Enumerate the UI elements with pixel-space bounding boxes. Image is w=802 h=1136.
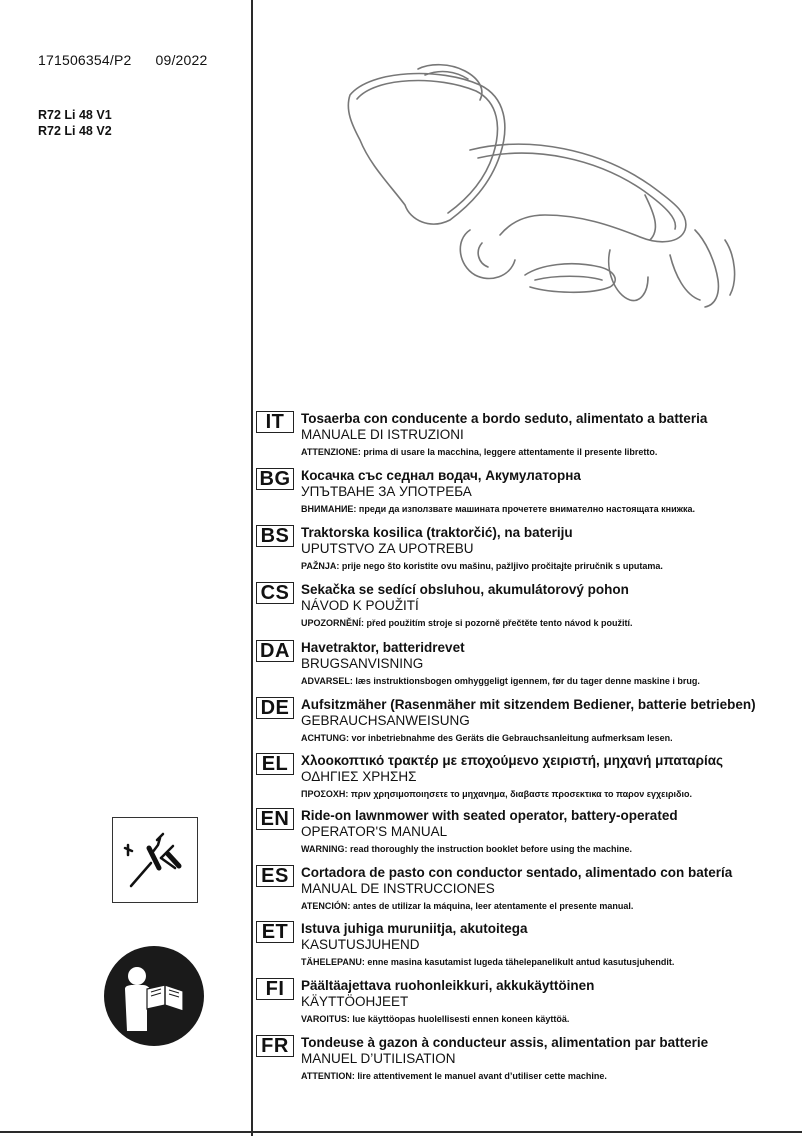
language-code: BG — [256, 468, 294, 490]
battery-polarity-icon — [112, 817, 198, 903]
language-code: CS — [256, 582, 294, 604]
language-code: BS — [256, 525, 294, 547]
language-title: Aufsitzmäher (Rasenmäher mit sitzendem Bediener, batterie betrieben) — [301, 697, 756, 712]
language-subtitle: УПЪТВАНЕ ЗА УПОТРЕБА — [301, 484, 472, 499]
language-warning: UPOZORNĚNÍ: před použitím stroje si pozorně přečtěte tento návod k použití. — [301, 618, 633, 628]
language-title: Päältäajettava ruohonleikkuri, akkukäyttöinen — [301, 978, 595, 993]
language-warning: VAROITUS: lue käyttöopas huolellisesti ennen koneen käyttöä. — [301, 1014, 570, 1024]
battery-icon — [113, 818, 197, 902]
language-subtitle: UPUTSTVO ZA UPOTREBU — [301, 541, 474, 556]
language-title: Havetraktor, batteridrevet — [301, 640, 465, 655]
page-divider-bottom — [0, 1131, 802, 1133]
language-code: EN — [256, 808, 294, 830]
language-title: Χλοοκοπτικό τρακτέρ με εποχούμενο χειριστή, μηχανή μπαταρίας — [301, 753, 724, 768]
language-subtitle: GEBRAUCHSANWEISUNG — [301, 713, 470, 728]
language-code: IT — [256, 411, 294, 433]
document-meta — [38, 52, 208, 68]
model-name: R72 Li 48 V2 — [38, 124, 112, 138]
language-title: Tondeuse à gazon à conducteur assis, alimentation par batterie — [301, 1035, 709, 1050]
language-code: DE — [256, 697, 294, 719]
language-warning: PAŽNJA: prije nego što koristite ovu mašinu, pažljivo pročitajte priručnik s uputama. — [301, 561, 663, 571]
language-title: Sekačka se sedící obsluhou, akumulátorový pohon — [301, 582, 629, 597]
document-date: 09/2022 — [155, 52, 208, 68]
language-warning: ATENCIÓN: antes de utilizar la máquina, leer atentamente el presente manual. — [301, 901, 634, 911]
language-title: Traktorska kosilica (traktorčić), na bateriju — [301, 525, 573, 540]
document-code: 171506354/P2 — [38, 52, 132, 68]
language-warning: ΠΡΟΣΟΧΗ: πριν χρησιμοποιησετε το μηχανημα, διαβαστε προσεκτικα το παρον εγχειριδιο. — [301, 789, 692, 799]
ride-on-mower-illustration — [330, 55, 760, 315]
language-code: FI — [256, 978, 294, 1000]
language-subtitle: ΟΔΗΓΙΕΣ ΧΡΗΣΗΣ — [301, 769, 417, 784]
read-manual-icon — [103, 945, 205, 1047]
language-warning: WARNING: read thoroughly the instruction booklet before using the machine. — [301, 844, 633, 854]
language-warning: ATTENTION: lire attentivement le manuel avant d’utiliser cette machine. — [301, 1071, 607, 1081]
language-code: FR — [256, 1035, 294, 1057]
model-list — [38, 107, 112, 139]
model-name: R72 Li 48 V1 — [38, 108, 112, 122]
language-subtitle: MANUALE DI ISTRUZIONI — [301, 427, 464, 442]
language-subtitle: KÄYTTÖOHJEET — [301, 994, 409, 1009]
language-subtitle: OPERATOR'S MANUAL — [301, 824, 448, 839]
language-warning: TÄHELEPANU: enne masina kasutamist lugeda tähelepanelikult antud kasutusjuhendit. — [301, 957, 675, 967]
language-warning: ВНИМАНИЕ: преди да използвате машината прочетете внимателно настоящата книжка. — [301, 504, 696, 514]
language-warning: ADVARSEL: læs instruktionsbogen omhyggeligt igennem, før du tager denne maskine i brug. — [301, 676, 700, 686]
language-code: DA — [256, 640, 294, 662]
language-title: Cortadora de pasto con conductor sentado, alimentado con batería — [301, 865, 733, 880]
page-divider-vertical — [251, 0, 253, 1136]
language-warning: ACHTUNG: vor inbetriebnahme des Geräts die Gebrauchsanleitung aufmerksam lesen. — [301, 733, 673, 743]
language-code: EL — [256, 753, 294, 775]
language-subtitle: BRUGSANVISNING — [301, 656, 424, 671]
language-subtitle: NÁVOD K POUŽITÍ — [301, 598, 419, 613]
language-code: ES — [256, 865, 294, 887]
language-title: Ride-on lawnmower with seated operator, battery-operated — [301, 808, 678, 823]
language-title: Косачка със седнал водач, Акумулаторна — [301, 468, 581, 483]
language-title: Istuva juhiga muruniitja, akutoitega — [301, 921, 528, 936]
language-warning: ATTENZIONE: prima di usare la macchina, leggere attentamente il presente libretto. — [301, 447, 658, 457]
language-title: Tosaerba con conducente a bordo seduto, alimentato a batteria — [301, 411, 708, 426]
language-code: ET — [256, 921, 294, 943]
language-subtitle: MANUEL D’UTILISATION — [301, 1051, 456, 1066]
language-subtitle: KASUTUSJUHEND — [301, 937, 420, 952]
language-subtitle: MANUAL DE INSTRUCCIONES — [301, 881, 495, 896]
